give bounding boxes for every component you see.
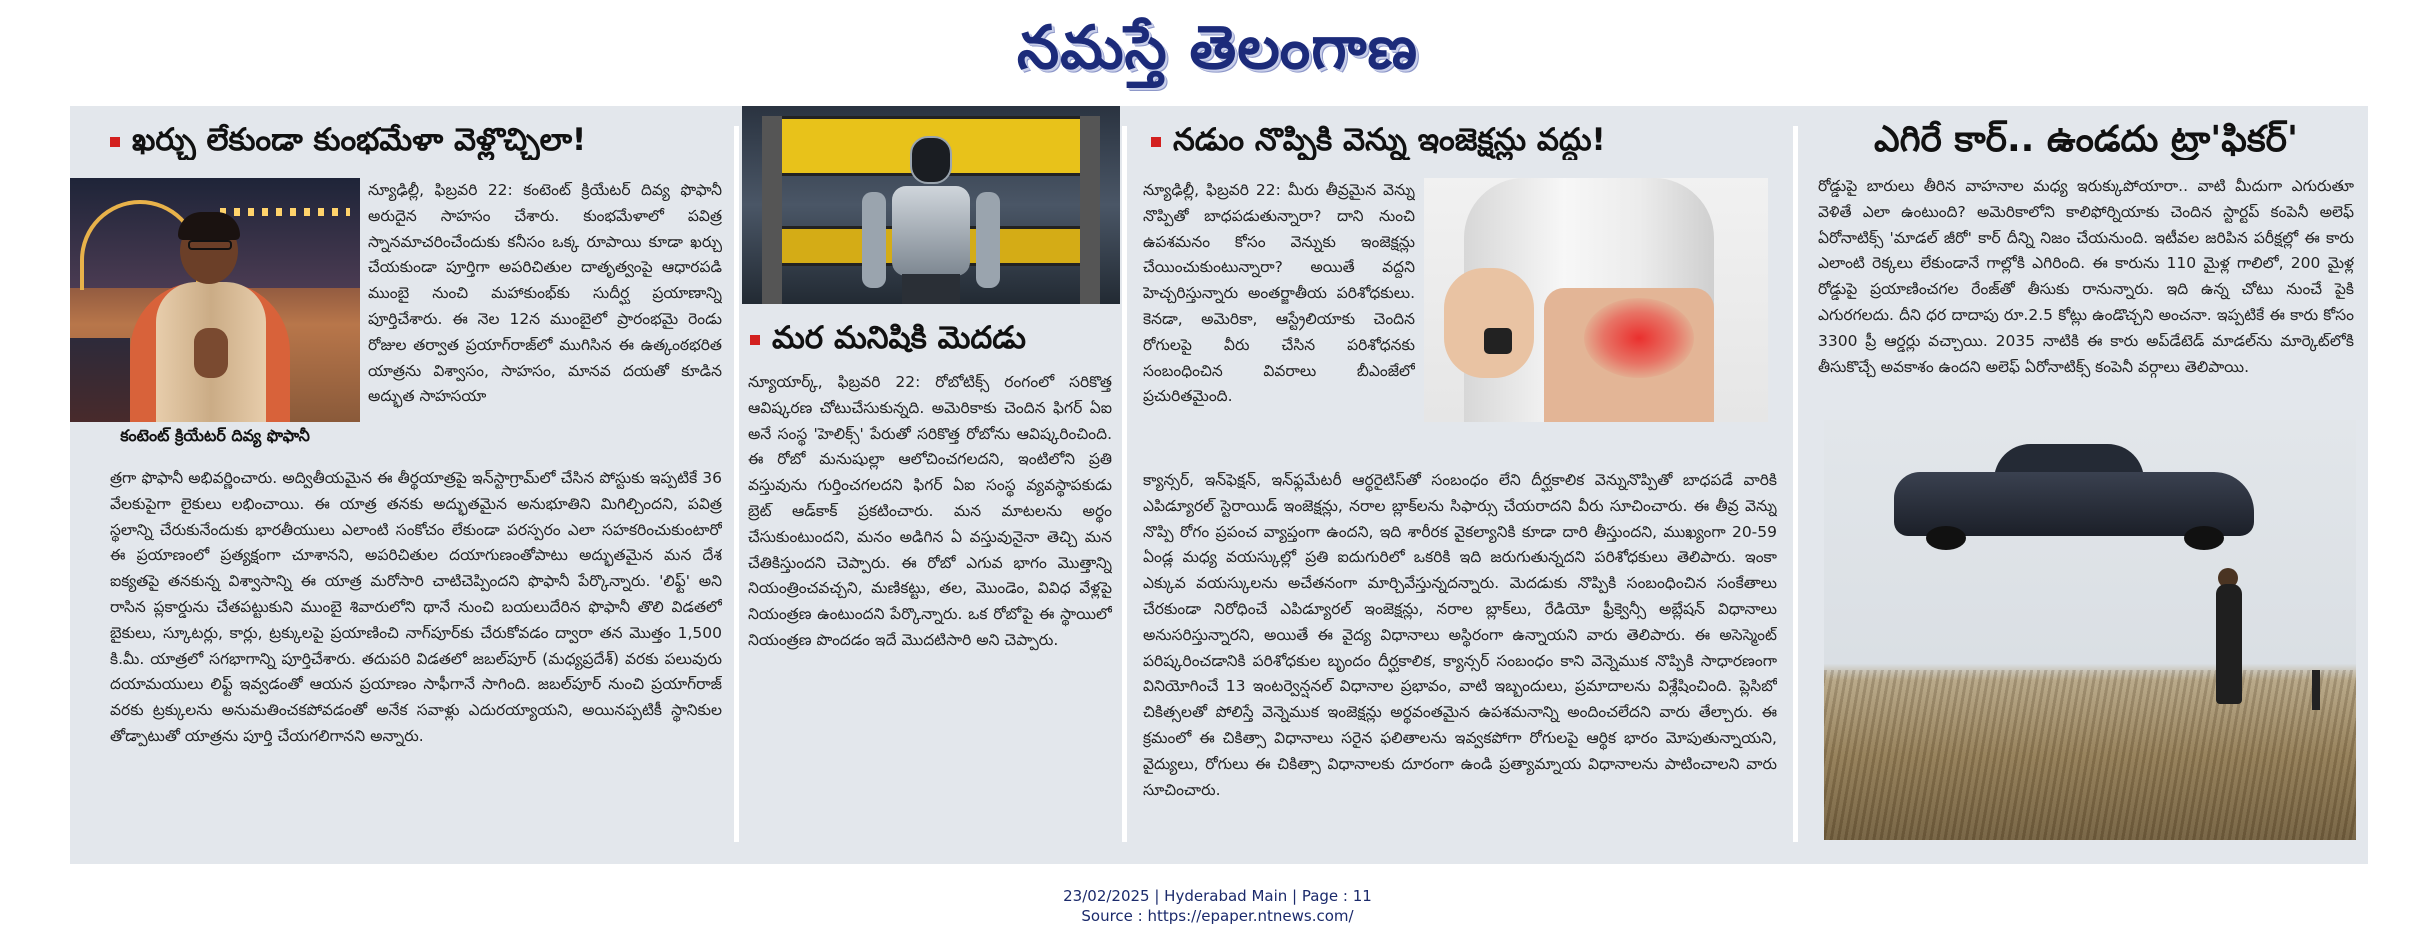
article-flying-car-body: రోడ్డుపై బారులు తీరిన వాహనాల మధ్య ఇరుక్కుపోయారా.. వాటి మీదుగా ఎగురుతూ వెళితే ఎలా ఉంటుంది? అమెరికాలోని కాలిఫోర్నియాకు చెందిన స్టార్టప్‌ కంపెనీ అలెఫ్‌ ఏరోనాటిక్స్‌ 'మాడల్‌ జీరో' కార్‌ దీన్ని నిజం చేయనుంది. ఇటీవల జరిపిన పరీక్షల్లో ఈ కారు ఎలాంటి రెక్కలు లేకుండానే గాల్లోకి ఎగిరింది. ఈ కారును 110 మైళ్ల గాలిలో, 200 మైళ్ల రోడ్డుపై ప్రయాణించగల రేంజ్‌తో తీసుకు రానున్నారు. ఇది ఉన్న చోటు నుంచే పైకి ఎగురగలదు. దీని ధర దాదాపు రూ.2.5 కోట్లు ఉండొచ్చని అంచనా. ఇప్పటికే ఈ కారు కోసం 3300 ప్రీ ఆర్డర్లు వచ్చాయి. 2035 నాటికి ఈ కారు అప్‌డేటెడ్‌ మాడల్‌ను మార్కెట్‌లోకి తీసుకొచ్చే అవకాశం ఉందని అలెఫ్‌ ఏరోనాటిక్స్‌ కంపెనీ వర్గాలు తెలిపాయి. (1818, 177, 2354, 376)
article-robot (742, 106, 1120, 864)
photo-humanoid-robot (742, 106, 1120, 304)
headline-robot-text: మర మనిషికి మెదడు (772, 320, 1026, 356)
bullet-icon (110, 137, 120, 147)
headline-backpain (1151, 120, 1787, 160)
headline-flying-car: ఎగిరే కార్‌.. ఉండదు ట్రా'ఫికర్‌' (1873, 120, 2299, 160)
column-divider (734, 126, 739, 842)
column-divider (1793, 126, 1798, 842)
headline-robot (750, 318, 1120, 358)
photo-caption-kumbh: కంటెంట్‌ క్రియేటర్‌ దివ్య ఫొఫానీ (120, 426, 310, 445)
photo-back-pain (1424, 178, 1768, 422)
photo-flying-car (1824, 420, 2356, 840)
article-kumbh-lead: న్యూఢిల్లీ, ఫిబ్రవరి 22: కంటెంట్‌ క్రియేటర్‌ దివ్య ఫొఫానీ అరుదైన సాహసం చేశారు. కుంభమేళాలో పవిత్ర స్నానమాచరించేందుకు కనీసం ఒక్క రూపాయి కూడా ఖర్చు చేయకుండా పూర్తిగా అపరిచితుల దాతృత్వంపై ఆధారపడి ముంబై నుంచి మహాకుంభ్‌కు సుదీర్ఘ ప్రయాణాన్ని పూర్తిచేశారు. ఈ నెల 12న ముంబైలో ప్రారంభమై రెండు రోజుల తర్వాత ప్రయాగ్‌రాజ్‌లో ముగిసిన ఈ ఉత్కంఠభరిత యాత్రను విశ్వాసం, సాహసం, మానవ దయతో కూడిన అద్భుత సాహసయా (368, 181, 722, 406)
article-backpain (1129, 106, 1789, 864)
bullet-icon (750, 335, 760, 345)
photo-content-creator (70, 178, 360, 422)
headline-kumbh (110, 120, 730, 160)
bullet-icon (1151, 137, 1161, 147)
article-panel (70, 106, 2368, 864)
edition-info: 23/02/2025 | Hyderabad Main | Page : 11 (1063, 887, 1372, 905)
article-robot-body: న్యూయార్క్‌, ఫిబ్రవరి 22: రోబోటిక్స్‌ రంగంలో సరికొత్త ఆవిష్కరణ చోటుచేసుకున్నది. అమెరికాకు చెందిన ఫిగర్‌ ఏఐ అనే సంస్థ 'హెలిక్స్‌' పేరుతో సరికొత్త రోబోను ఆవిష్కరించింది. ఈ రోబో మనుషుల్లా ఆలోచించగలదని, ఇంటిలోని ప్రతి వస్తువును గుర్తించగలదని ఫిగర్‌ ఏఐ సంస్థ వ్యవస్థాపకుడు బ్రెట్‌ ఆడ్‌కాక్‌ ప్రకటించారు. మన మాటలను అర్థం చేసుకుంటుందని, మనం అడిగిన ఏ వస్తువునైనా తెచ్చి మన చేతికిస్తుందని చెప్పారు. ఈ రోబో ఎగువ భాగం మొత్తాన్ని నియంత్రించవచ్చని, మణికట్టు, తల, మొండెం, వివిధ వేళ్లపై నియంత్రణ ఉంటుందని పేర్కొన్నారు. ఒక రోబోపై ఈ స్థాయిలో నియంత్రణ పొందడం ఇదే మొదటిసారి అని చెప్పారు. (748, 373, 1112, 649)
newspaper-title: నమస్తే తెలంగాణ (1016, 13, 1419, 83)
article-backpain-body: క్యాన్సర్‌, ఇన్‌ఫెక్షన్‌, ఇన్‌ఫ్లమేటరీ ఆర్థరైటిస్‌తో సంబంధం లేని దీర్ఘకాలిక వెన్నునొప్పితో బాధపడే వారికి ఎపిడ్యూరల్‌ స్టెరాయిడ్‌ ఇంజెక్షన్లు, నరాల బ్లాక్‌లను సిఫార్సు చేయరాదని వీరు సూచించారు. ఈ తీవ్ర వెన్ను నొప్పి రోగం ప్రపంచ వ్యాప్తంగా ఉందని, ఇది శారీరక వైకల్యానికి కూడా దారి తీస్తుందని, ముఖ్యంగా 20-59 ఏండ్ల మధ్య వయస్కుల్లో ప్రతి ఐదుగురిలో ఒకరికి ఇది జరుగుతున్నదని పరిశోధకులు తెలిపారు. ఇంకా ఎక్కువ వయస్కులను అచేతనంగా మార్చివేస్తున్నదన్నారు. మెదడుకు నొప్పికి సంబంధించిన సంకేతాలు చేరకుండా నిరోధించే ఎపిడ్యూరల్‌ ఇంజెక్షన్లు, నరాల బ్లాక్‌లు, రేడియో ఫ్రీక్వెన్సీ అబ్లేషన్‌ విధానాలు అనుసరిస్తున్నారని, అయితే ఈ వైద్య విధానాలు అస్థిరంగా ఉన్నాయని వారు తెలిపారు. ఈ అసెస్మెంట్‌ పరిష్కరించడానికి పరిశోధకుల బృందం దీర్ఘకాలిక, క్యాన్సర్‌ సంబంధం కాని వెన్నెముక నొప్పికి సాధారణంగా వినియోగించే 13 ఇంటర్వెన్షనల్‌ విధానాల ప్రభావం, వాటి ఇబ్బందులు, ప్రమాదాలను విశ్లేషించింది. ప్లెసిబో చికిత్సలతో పోలిస్తే వెన్నెముక ఇంజెక్షన్లు అర్థవంతమైన ఉపశమనాన్ని అందించలేదని వారు తేల్చారు. ఈ క్రమంలో ఈ చికిత్సా విధానాలు సరైన ఫలితాలను ఇవ్వకపోగా రోగులపై ఆర్థిక భారం మోపుతున్నాయని, వైద్యులు, రోగులు ఈ చికిత్సా విధానాలకు దూరంగా ఉండి ప్రత్యామ్నాయ విధానాలను పాటించాలని వారు సూచించారు. (1143, 471, 1777, 799)
article-backpain-lead: న్యూఢిల్లీ, ఫిబ్రవరి 22: మీరు తీవ్రమైన వెన్ను నొప్పితో బాధపడుతున్నారా? దాని నుంచి ఉపశమనం కోసం వెన్నుకు ఇంజెక్షన్లు చేయించుకుంటున్నారా? అయితే వద్దని హెచ్చరిస్తున్నారు అంతర్జాతీయ పరిశోధకులు. కెనడా, అమెరికా, ఆస్ట్రేలియాకు చెందిన రోగులపై వీరు చేసిన పరిశోధనకు సంబంధించిన వివరాలు బీఎంజేలో ప్రచురితమైంది. (1143, 181, 1415, 406)
article-kumbh-body: త్రగా ఫొఫానీ అభివర్ణించారు. అద్వితీయమైన ఈ తీర్థయాత్రపై ఇన్‌స్టాగ్రామ్‌లో చేసిన పోస్టుకు ఇప్పటికే 36 వేలకుపైగా లైకులు లభించాయి. ఈ యాత్ర తనకు అద్భుతమైన అనుభూతిని మిగిల్చిందని, పవిత్ర స్థలాన్ని చేరుకునేందుకు భారతీయులు ఎలాంటి సంకోచం లేకుండా పరస్పరం ఎలా సహకరించుకుంటారో ఈ ప్రయాణంలో ప్రత్యక్షంగా చూశానని, అపరిచితుల దయాగుణంతోపాటు అద్భుతమైన మన దేశ ఐక్యతపై తనకున్న విశ్వాసాన్ని ఈ యాత్ర మరోసారి చాటిచెప్పిందని ఫొఫానీ పేర్కొన్నారు. 'లిఫ్ట్‌' అని రాసిన ప్లకార్డును చేతపట్టుకుని ముంబై శివారులోని థానే నుంచి బయలుదేరిన ఫొఫానీ తొలి విడతలో బైకులు, స్కూటర్లు, కార్లు, ట్రక్కులపై ప్రయాణించి నాగ్‌పూర్‌కు చేరుకోవడం ద్వారా తన మొత్తం 1,500 కి.మీ. యాత్రలో సగభాగాన్ని పూర్తిచేశారు. తదుపరి విడతలో జబల్‌పూర్‌ (మధ్యప్రదేశ్‌) వరకు పలువురు దయామయులు లిఫ్ట్‌ ఇవ్వడంతో ఆయన ప్రయాణం సాఫీగానే సాగింది. జబల్‌పూర్‌ నుంచి ప్రయాగ్‌రాజ్‌ వరకు ట్రక్కులను అనుమతించకపోవడంతో అనేక సవాళ్లు ఎదురయ్యాయని, అయినప్పటికీ స్థానికుల తోడ్పాటుతో యాత్రను పూర్తి చేయగలిగానని అన్నారు. (110, 469, 722, 745)
headline-kumbh-text: ఖర్చు లేకుండా కుంభమేళా వెళ్లొచ్చిలా! (132, 122, 587, 158)
article-kumbh (70, 106, 733, 864)
column-divider (1122, 126, 1127, 842)
source-link[interactable]: Source : https://epaper.ntnews.com/ (1081, 907, 1354, 925)
masthead (0, 8, 2435, 88)
headline-backpain-text: నడుం నొప్పికి వెన్ను ఇంజెక్షన్లు వద్దు! (1173, 122, 1606, 158)
page-footer (0, 886, 2435, 926)
article-flying-car (1804, 106, 2368, 864)
